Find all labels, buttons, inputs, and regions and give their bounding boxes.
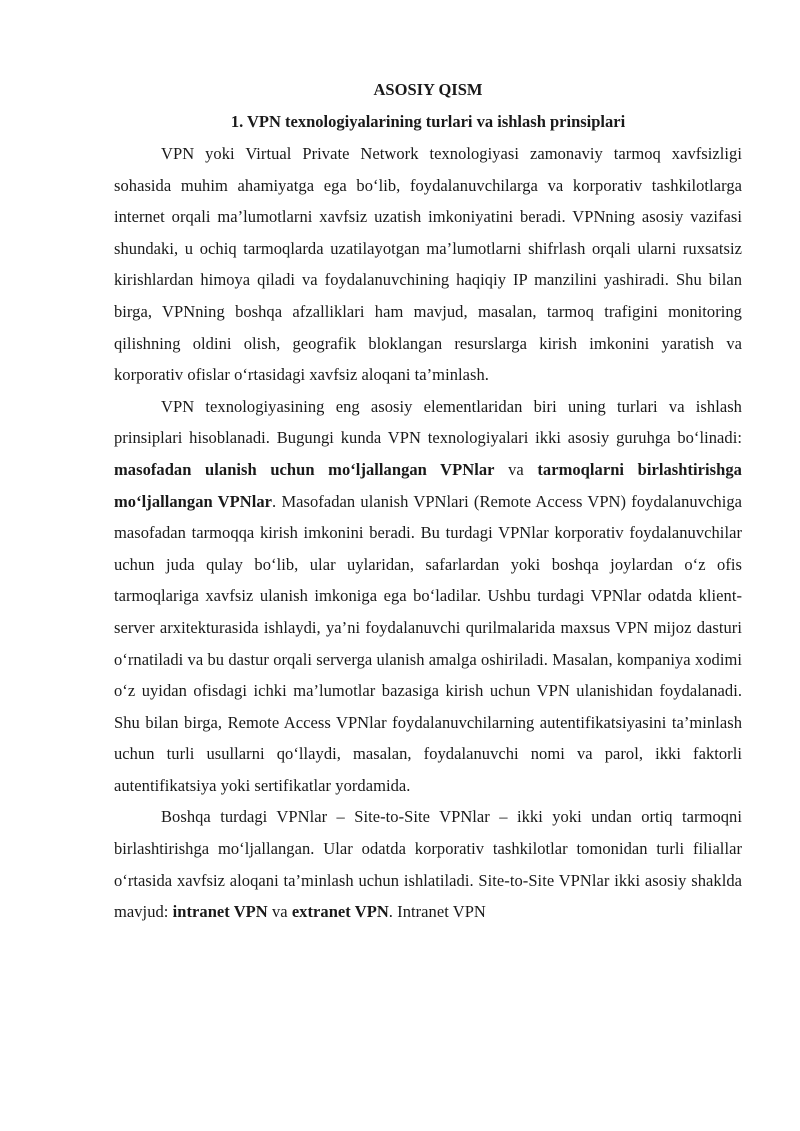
- paragraph-3-text-b: va: [267, 902, 292, 922]
- paragraph-1-text: VPN yoki Virtual Private Network texnologiyasi zamonaviy tarmoq xavfsizligi sohasida muhim ahamiyatga ega bo‘lib, foydalanuvchilarga va korporativ tashkilotlarga internet orqali ma’lumotlarni xavfsiz uzatish imkoniyatini beradi. VPNning asosiy vazifasi shundaki, u ochiq tarmoqlarda uzatilayotgan ma’lumotlarni shifrlash orqali ularni ruxsatsiz kirishlardan himoya qiladi va foydalanuvchining haqiqiy IP manzilini yashiradi. Shu bilan birga, VPNning boshqa afzalliklari ham mavjud, masalan, tarmoq trafigini monitoring qilishning oldini olish, geografik bloklangan resurslarga kirish imkonini yaratish va korporativ ofislar o‘rtasidagi xavfsiz aloqani ta’minlash.: [114, 144, 742, 385]
- paragraph-3-bold-a: intranet VPN: [172, 902, 268, 922]
- subsection-heading: 1. VPN texnologiyalarining turlari va ishlash prinsiplari: [230, 112, 626, 131]
- paragraph-2-bold-b: tarmoqlarni birlashtirishga mo‘ljallangan VPNlar: [114, 459, 742, 511]
- paragraph-3-text-a: Boshqa turdagi VPNlar – Site-to-Site VPNlar – ikki yoki undan ortiq tarmoqni birlashtirishga mo‘ljallangan. Ular odatda korporativ tashkilotlar tomonidan turli filiallar o‘rtasida xavfsiz aloqani ta’minlash uchun ishlatiladi. Site-to-Site VPNlar ikki asosiy shaklda mavjud:: [114, 807, 742, 922]
- section-heading: ASOSIY QISM: [373, 80, 483, 99]
- document-page: [114, 74, 742, 928]
- paragraph-1: [114, 138, 742, 391]
- paragraph-3-bold-b: extranet VPN: [291, 902, 389, 922]
- paragraph-3: [114, 801, 742, 927]
- paragraph-2: [114, 391, 742, 802]
- paragraph-2-text-a: VPN texnologiyasining eng asosiy elementlaridan biri uning turlari va ishlash prinsiplari hisoblanadi. Bugungi kunda VPN texnologiyalari ikki asosiy guruhga bo‘linadi:: [114, 396, 742, 448]
- paragraph-2-bold-a: masofadan ulanish uchun mo‘ljallangan VPNlar: [114, 459, 495, 479]
- paragraph-3-text-c: . Intranet VPN: [388, 902, 486, 922]
- paragraph-2-text-c: . Masofadan ulanish VPNlari (Remote Access VPN) foydalanuvchiga masofadan tarmoqqa kirish imkonini beradi. Bu turdagi VPNlar korporativ foydalanuvchilar uchun juda qulay bo‘lib, ular uylaridan, safarlardan yoki boshqa joylardan o‘z ofis tarmoqlariga xavfsiz ulanish imkoniga ega bo‘ladilar. Ushbu turdagi VPNlar odatda klient-server arxitekturasida ishlaydi, ya’ni foydalanuvchi qurilmalarida maxsus VPN mijoz dasturi o‘rnatiladi va bu dastur orqali serverga ulanish amalga oshiriladi. Masalan, kompaniya xodimi o‘z uyidan ofisdagi ichki ma’lumotlar bazasiga kirish uchun VPN ulanishidan foydalanadi. Shu bilan birga, Remote Access VPNlar foydalanuvchilarning autentifikatsiyasini ta’minlash uchun turli usullarni qo‘llaydi, masalan, foydalanuvchi nomi va parol, ikki faktorli autentifikatsiya yoki sertifikatlar yordamida.: [114, 491, 743, 795]
- paragraph-2-text-b: va: [494, 459, 538, 479]
